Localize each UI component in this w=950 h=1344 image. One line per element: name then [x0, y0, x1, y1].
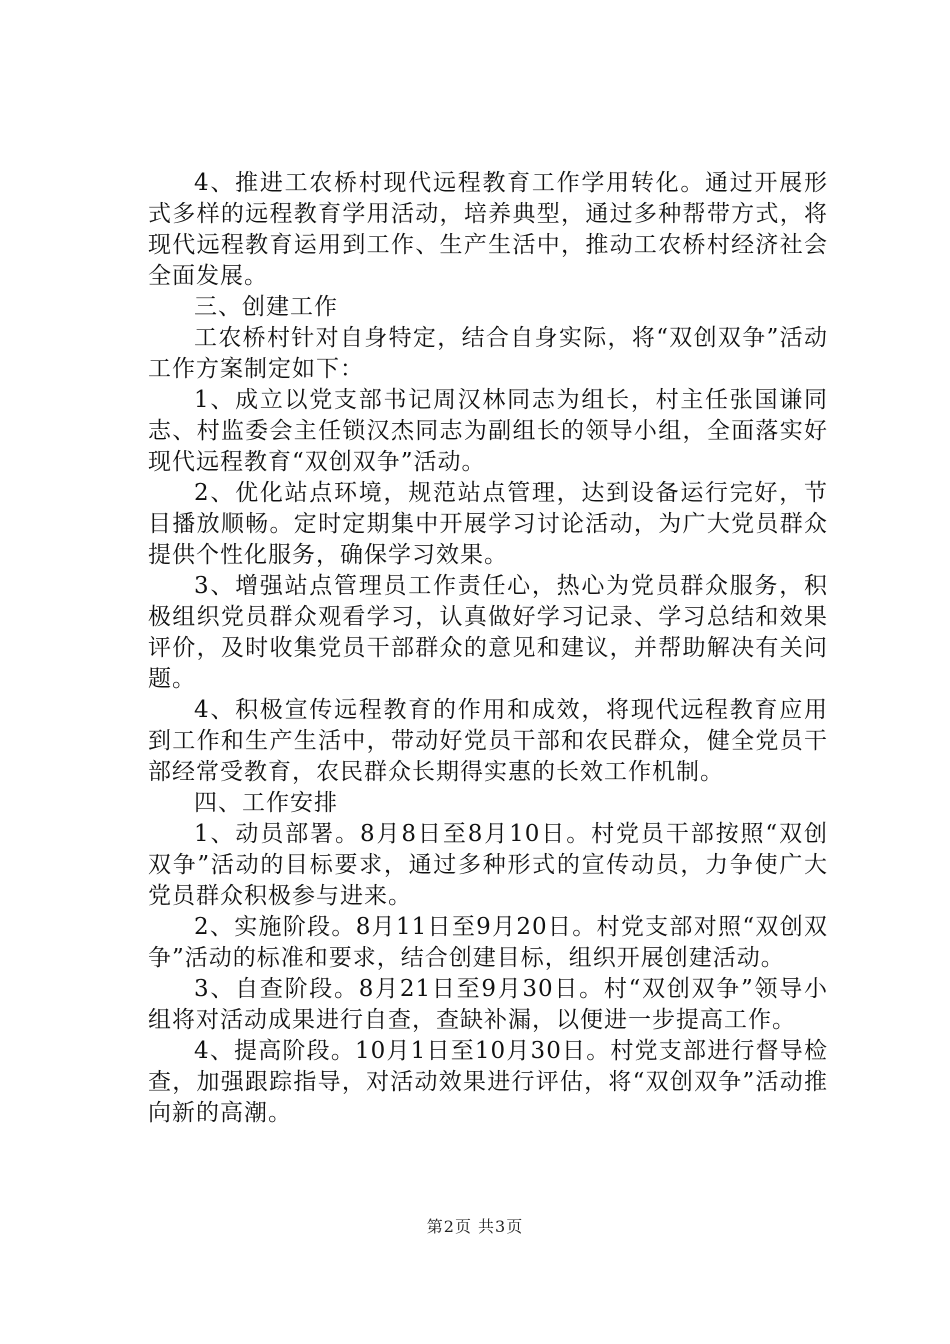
paragraph-item-4-distance-education: 4、推进工农桥村现代远程教育工作学用转化。通过开展形式多样的远程教育学用活动，培养典型，通过多种帮带方式，将现代远程教育运用到工作、生产生活中，推动工农桥村经济社会全面发展。	[148, 170, 828, 289]
paragraph-stage-4-improvement: 4、提高阶段。10月1日至10月30日。村党支部进行督导检查，加强跟踪指导，对活动效果进行评估，将“双创双争”活动推向新的高潮。	[148, 1038, 828, 1126]
page-number-footer: 第2页 共3页	[426, 1217, 524, 1236]
paragraph-plan-intro: 工农桥村针对自身特定，结合自身实际，将“双创双争”活动工作方案制定如下：	[148, 325, 828, 382]
paragraph-stage-2-implementation: 2、实施阶段。8月11日至9月20日。村党支部对照“双创双争”活动的标准和要求，结合创建目标，组织开展创建活动。	[148, 914, 828, 971]
paragraph-item-3-site-manager: 3、增强站点管理员工作责任心，热心为党员群众服务，积极组织党员群众观看学习，认真做好学习记录、学习总结和效果评价，及时收集党员干部群众的意见和建议，并帮助解决有关问题。	[148, 573, 828, 692]
paragraph-item-4-publicity: 4、积极宣传远程教育的作用和成效，将现代远程教育应用到工作和生产生活中，带动好党员干部和农民群众，健全党员干部经常受教育，农民群众长期得实惠的长效工作机制。	[148, 697, 828, 785]
paragraph-stage-3-self-check: 3、自查阶段。8月21日至9月30日。村“双创双争”领导小组将对活动成果进行自查，查缺补漏，以便进一步提高工作。	[148, 976, 828, 1033]
section-heading-work-arrangement: 四、工作安排	[194, 790, 338, 816]
paragraph-item-2-site-environment: 2、优化站点环境，规范站点管理，达到设备运行完好，节目播放顺畅。定时定期集中开展学习讨论活动，为广大党员群众提供个性化服务，确保学习效果。	[148, 480, 828, 568]
section-heading-creation-work: 三、创建工作	[194, 294, 338, 320]
document-body	[148, 168, 828, 1129]
paragraph-stage-1-mobilization: 1、动员部署。8月8日至8月10日。村党员干部按照“双创双争”活动的目标要求，通过多种形式的宣传动员，力争使广大党员群众积极参与进来。	[148, 821, 828, 909]
paragraph-item-1-leadership-group: 1、成立以党支部书记周汉林同志为组长，村主任张国谦同志、村监委会主任锁汉杰同志为副组长的领导小组，全面落实好现代远程教育“双创双争”活动。	[148, 387, 828, 475]
